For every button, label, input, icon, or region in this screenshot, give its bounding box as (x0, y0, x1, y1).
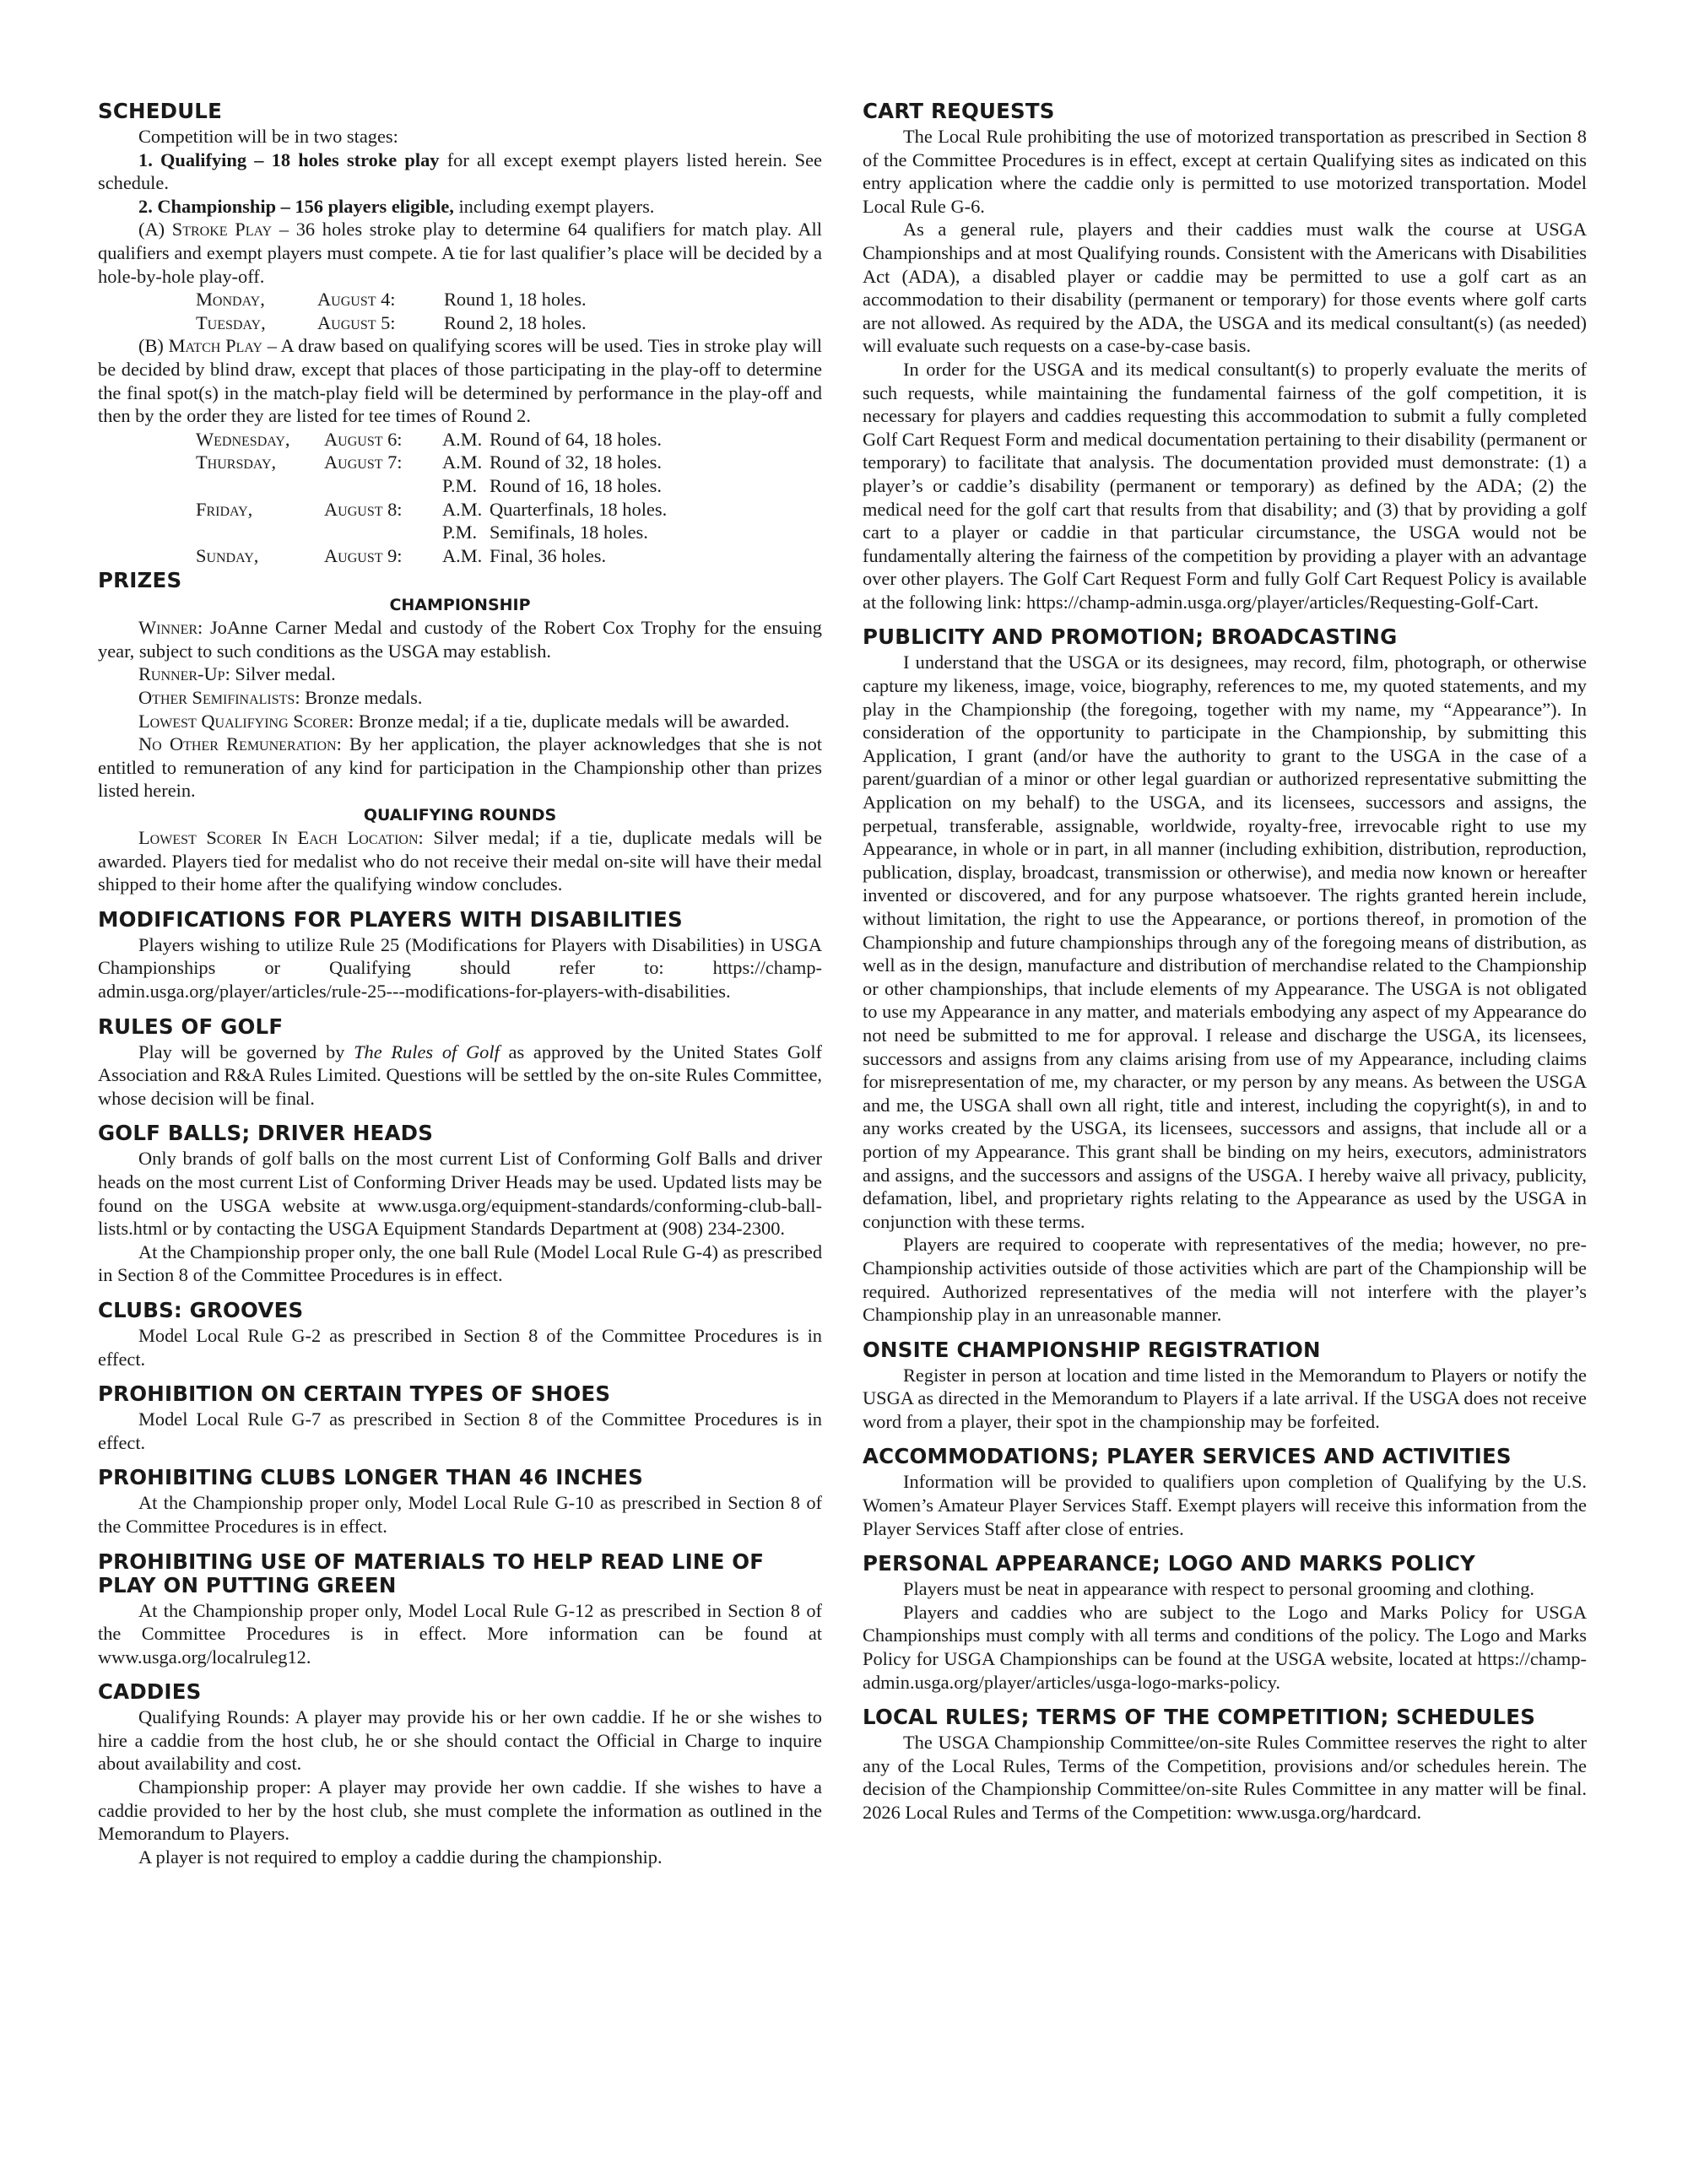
prize-winner: Winner: JoAnne Carner Medal and custody of the Robert Cox Trophy for the ensuing year, subject to such conditions as the USGA may establish. (98, 617, 822, 662)
prize-lowest-location: Lowest Scorer In Each Location: Silver medal; if a tie, duplicate medals will be awarded. Players tied for medalist who do not receive their medal on-site will have their medal shipped to their home after the qualifying window concludes. (98, 827, 822, 895)
stroke-play-schedule (98, 288, 822, 334)
local-rules-text: The USGA Championship Committee/on-site Rules Committee reserves the right to alter any of the Local Rules, Terms of the Competition, provisions and/or schedules herein. The decision of the Championship Committee/on-site Rules Committee in any matter will be final. 2026 Local Rules and Terms of the Competition: www.usga.org/hardcard. (863, 1732, 1587, 1823)
clubs-46-heading: PROHIBITING CLUBS LONGER THAN 46 INCHES (98, 1465, 643, 1490)
local-rules-heading: LOCAL RULES; TERMS OF THE COMPETITION; SCHEDULES (863, 1705, 1536, 1730)
rules-of-golf-heading: RULES OF GOLF (98, 1014, 284, 1039)
caddies-qualifying-text: Qualifying Rounds: A player may provide his or her own caddie. If he or she wishes to hire a caddie from the host club, he or she should contact the Official in Charge to inquire about availability and cost. (98, 1706, 822, 1775)
schedule-row: P.M. Round of 16, 18 holes. (442, 474, 662, 496)
materials-heading: PROHIBITING USE OF MATERIALS TO HELP READ LINE OF PLAY ON PUTTING GREEN (98, 1549, 765, 1597)
onsite-registration-text: Register in person at location and time listed in the Memorandum to Players or notify the USGA as directed in the Memorandum to Players if a late arrival. If the USGA does not receive word from a player, their spot in the championship may be forfeited. (863, 1364, 1587, 1432)
cart-requests-p1: The Local Rule prohibiting the use of motorized transportation as prescribed in Section 8 of the Committee Procedures is in effect, except at certain Qualifying sites as indicated on this entry application where the caddie only is permitted to use motorized transportation. Model Local Rule G-6. (863, 126, 1587, 217)
prizes-heading: PRIZES (98, 568, 182, 593)
schedule-row: Friday, August 8: A.M. Quarterfinals, 18 holes. (196, 498, 668, 520)
schedule-intro: Competition will be in two stages: (138, 126, 398, 147)
prize-no-remuneration: No Other Remuneration: By her application, the player acknowledges that she is not entitled to remuneration of any kind for participation in the Championship other than prizes listed herein. (98, 733, 822, 802)
schedule-row: Monday, August 4: Round 1, 18 holes. (196, 289, 587, 311)
grooves-text: Model Local Rule G-2 as prescribed in Section 8 of the Committee Procedures is in effect. (98, 1324, 822, 1370)
schedule-row: Sunday, August 9: A.M. Final, 36 holes. (196, 544, 607, 566)
schedule-row: Tuesday, August 5: Round 2, 18 holes. (196, 311, 587, 333)
prize-lowest-qualifier: Lowest Qualifying Scorer: Bronze medal; if a tie, duplicate medals will be awarded. (138, 710, 790, 732)
one-ball-rule-text: At the Championship proper only, the one ball Rule (Model Local Rule G-4) as prescribed in Section 8 of the Committee Procedures is in effect. (98, 1241, 823, 1286)
rules-of-golf-text: Play will be governed by The Rules of Golf as approved by the United States Golf Association and R&A Rules Limited. Questions will be settled by the on-site Rules Committee, whose decision will be final. (98, 1041, 822, 1109)
schedule-row: Wednesday, August 6: A.M. Round of 64, 18 holes. (196, 428, 662, 450)
match-play-paragraph: (B) Match Play – A draw based on qualifying scores will be used. Ties in stroke play will be decided by blind draw, except that places of those participating in the play-off to determine the final spot(s) in the match-play field will be determined by performance in the play-off and then by the order they are listed for tee times of Round 2. (98, 335, 822, 427)
publicity-p2: Players are required to cooperate with representatives of the media; however, no pre-Championship activities outside of those activities which are part of the Championship will be required. Authorized representatives of the media will not interfere with the player’s Championship play in an unreasonable manner. (863, 1234, 1587, 1326)
publicity-heading: PUBLICITY AND PROMOTION; BROADCASTING (863, 624, 1398, 650)
schedule-row: P.M. Semifinals, 18 holes. (442, 522, 648, 543)
modifications-text: Players wishing to utilize Rule 25 (Modifications for Players with Disabilities) in USGA Championships or Qualifying should refer to: https://champ-admin.usga.org/player/articles/rule-25---modifications-for-players-with-disabilities. (98, 933, 822, 1002)
accommodations-text: Information will be provided to qualifiers upon completion of Qualifying by the U.S. Women’s Amateur Player Services Staff. Exempt players will receive this information from the Player Services Staff after close of entries. (863, 1471, 1587, 1539)
cart-requests-heading: CART REQUESTS (863, 99, 1055, 123)
prizes-championship-subheading: CHAMPIONSHIP (389, 596, 531, 615)
schedule-stage-1: 1. Qualifying – 18 holes stroke play for all except exempt players listed herein. See schedule. (98, 149, 822, 194)
schedule-stage-2: 2. Championship – 156 players eligible, including exempt players. (138, 195, 655, 217)
modifications-heading: MODIFICATIONS FOR PLAYERS WITH DISABILITIES (98, 906, 683, 932)
caddies-heading: CADDIES (98, 1679, 202, 1705)
golf-balls-text: Only brands of golf balls on the most current List of Conforming Golf Balls and driver heads on the most current List of Conforming Driver Heads may be used. Updated lists may be found on the USGA website at www.usga.org/equipment-standards/conforming-club-ball-lists.html or by contacting the USGA Equipment Standards Department at (908) 234-2300. (98, 1148, 822, 1240)
right-column (863, 100, 1587, 2184)
golf-balls-heading: GOLF BALLS; DRIVER HEADS (98, 1121, 434, 1146)
personal-appearance-heading: PERSONAL APPEARANCE; LOGO AND MARKS POLICY (863, 1551, 1475, 1576)
publicity-p1: I understand that the USGA or its designees, may record, film, photograph, or otherwise capture my likeness, image, voice, biography, references to me, my quoted statements, and my play in the Championship (the foregoing, together with my name, my “Appearance”). In consideration of the opportunity to participate in the Championship, by submitting this Application, I grant (and/or have the authority to grant to the USGA in the case of a parent/guardian of a minor or other legal guardian or authorized representative submitting the Application on my behalf) to the USGA, and its licensees, successors and assigns, the perpetual, transferable, assignable, worldwide, royalty-free, irrevocable right to use my Appearance, in whole or in part, in all manner (including exhibition, distribution, reproduction, publication, display, broadcast, transmission or otherwise), and media now known or hereafter invented or discovered, and for any purpose whatsoever. The rights granted herein include, without limitation, the right to use the Appearance, or portions thereof, in promotion of the Championship and future championships through any of the foregoing means of distribution, as well as in the design, manufacture and distribution of merchandise related to the Championship or other championships, that include elements of my Appearance. The USGA is not obligated to use my Appearance in any matter, and materials embodying any aspect of my Appearance do not need be submitted to me for approval. I release and discharge the USGA, its licensees, successors and assigns from any claims arising from use of my Appearance, including claims for misrepresentation of me, my character, or my person by any means. As between the USGA and me, the USGA shall own all right, title and interest, including the copyright(s), in and to any works created by the USGA, its licensees, successors and assigns, that include all or a portion of my Appearance. This grant shall be binding on my heirs, executors, administrators and assigns, and the successors and assigns of the USGA. I hereby waive all privacy, publicity, defamation, libel, and proprietary rights relating to the Appearance as used by the USGA in conjunction with these terms. (863, 651, 1587, 1232)
accommodations-heading: ACCOMMODATIONS; PLAYER SERVICES AND ACTIVITIES (863, 1444, 1512, 1469)
caddies-optional-text: A player is not required to employ a caddie during the championship. (138, 1846, 663, 1868)
personal-appearance-p1: Players must be neat in appearance with respect to personal grooming and clothing. (903, 1578, 1534, 1600)
materials-text: At the Championship proper only, Model Local Rule G-12 as prescribed in Section 8 of the Committee Procedures is in effect. More information can be found at www.usga.org/localruleg12. (98, 1599, 822, 1668)
cart-requests-p3: In order for the USGA and its medical consultant(s) to properly evaluate the merits of such requests, while maintaining the fundamental fairness of the golf competition, it is necessary for players and caddies requesting this accommodation to submit a fully completed Golf Cart Request Form and medical documentation pertaining to their disability (permanent or temporary) to facilitate that analysis. The documentation provided must demonstrate: (1) a player’s or caddie’s disability (permanent or temporary) as defined by the ADA; (2) the medical need for the golf cart that results from that disability; and (3) that by providing a golf cart to a player or caddie in that particular circumstance, the USGA would not be fundamentally altering the fairness of the competition by providing a player with an advantage over other players. The Golf Cart Request Form and fully Golf Cart Request Policy is available at the following link: https://champ-admin.usga.org/player/articles/Requesting-Golf-Cart. (863, 358, 1587, 613)
match-play-schedule (98, 428, 822, 568)
prize-runner-up: Runner-Up: Silver medal. (138, 663, 336, 685)
prize-semifinalists: Other Semifinalists: Bronze medals. (138, 687, 423, 709)
personal-appearance-p2: Players and caddies who are subject to the Logo and Marks Policy for USGA Championships must comply with all terms and conditions of the policy. The Logo and Marks Policy for USGA Championships can be found at the USGA website, located at https://champ-admin.usga.org/player/articles/usga-logo-marks-policy. (863, 1601, 1587, 1693)
cart-requests-p2: As a general rule, players and their caddies must walk the course at USGA Championships and at most Qualifying rounds. Consistent with the Americans with Disabilities Act (ADA), a disabled player or caddie may be permitted to use a golf cart as an accommodation to their disability (permanent or temporary) for those events where golf carts are not allowed. As required by the ADA, the USGA and its medical consultant(s) (as needed) will evaluate such requests on a case-by-case basis. (863, 219, 1587, 357)
stroke-play-paragraph: (A) Stroke Play – 36 holes stroke play to determine 64 qualifiers for match play. All qualifiers and exempt players must compete. A tie for last qualifier’s place will be decided by a hole-by-hole play-off. (98, 219, 822, 287)
grooves-heading: CLUBS: GROOVES (98, 1297, 304, 1322)
prizes-qualifying-subheading: QUALIFYING ROUNDS (363, 806, 557, 825)
schedule-heading: SCHEDULE (98, 99, 223, 123)
onsite-registration-heading: ONSITE CHAMPIONSHIP REGISTRATION (863, 1337, 1321, 1362)
caddies-championship-text: Championship proper: A player may provide her own caddie. If she wishes to have a caddie provided to her by the host club, she must complete the information as outlined in the Memorandum to Players. (98, 1776, 822, 1845)
schedule-row: Thursday, August 7: A.M. Round of 32, 18 holes. (196, 451, 662, 473)
clubs-46-text: At the Championship proper only, Model Local Rule G-10 as prescribed in Section 8 of the Committee Procedures is in effect. (98, 1492, 822, 1537)
shoes-text: Model Local Rule G-7 as prescribed in Section 8 of the Committee Procedures is in effect. (98, 1408, 822, 1453)
left-column (98, 100, 822, 2184)
shoes-heading: PROHIBITION ON CERTAIN TYPES OF SHOES (98, 1381, 611, 1407)
